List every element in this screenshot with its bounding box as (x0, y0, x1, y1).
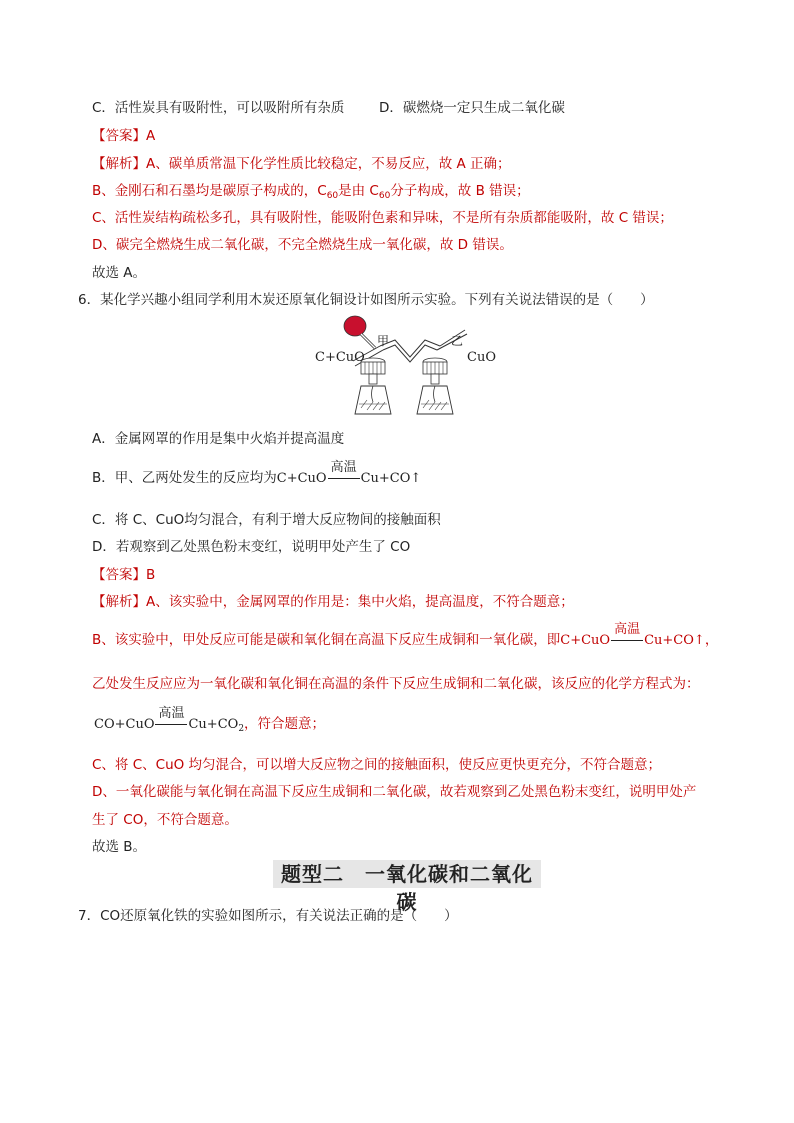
q6-analysis-a: 【解析】A、该实验中，金属网罩的作用是：集中火焰，提高温度，不符合题意； (92, 594, 574, 610)
q6-analysis-d1: D、一氧化碳能与氧化铜在高温下反应生成铜和二氧化碳，故若观察到乙处黑色粉末变红，说明甲处产 (92, 784, 697, 800)
q5-option-d: D．碳燃烧一定只生成二氧化碳 (379, 100, 565, 116)
q6-answer (92, 563, 155, 583)
q6-option-a: A．金属网罩的作用是集中火焰并提高温度 (92, 431, 345, 447)
q5-analysis-a: 【解析】A、碳单质常温下化学性质比较稳定，不易反应，故 A 正确； (92, 156, 511, 172)
q5-conclusion: 故选 A。 (92, 265, 147, 281)
q5-analysis-c: C、活性炭结构疏松多孔，具有吸附性，能吸附色素和异味，不是所有杂质都能吸附，故 C 错误； (92, 210, 673, 226)
left-burner-icon (355, 358, 391, 414)
balloon-icon (344, 316, 366, 336)
q6-analysis-c: C、将 C、CuO 均匀混合，可以增大反应物之间的接触面积，使反应更快更充分，不符合题意； (92, 757, 662, 773)
option-b-equation: C+CuO 高温 Cu+CO↑ (276, 460, 422, 486)
answer-value: B (146, 567, 156, 583)
q6-apparatus-figure (315, 312, 505, 417)
q5-analysis-d: D、碳完全燃烧生成二氧化碳，不完全燃烧生成一氧化碳，故 D 错误。 (92, 237, 513, 253)
q6-conclusion: 故选 B。 (92, 839, 147, 855)
q6-analysis-b3: CO+CuO 高温 $Cu+CO_2$，符合题意； (94, 706, 326, 734)
right-burner-icon (417, 358, 453, 414)
q6-analysis-b2: 乙处发生反应应为一氧化碳和氧化铜在高温的条件下反应生成铜和二氧化碳，该反应的化学方程式为： (92, 676, 700, 692)
figure-right-label: CuO (467, 350, 496, 365)
analysis-b3-equation: CO+CuO 高温 $Cu+CO_2$ (94, 706, 245, 734)
q6-option-b: B．甲、乙两处发生的反应均为C+CuO 高温 Cu+CO↑ (92, 460, 422, 486)
q5-answer (92, 124, 155, 144)
q6-option-d: D．若观察到乙处黑色粉末变红，说明甲处产生了 CO (92, 539, 411, 555)
figure-jia-label: 甲 (377, 334, 390, 348)
analysis-tag: 【解析】 (92, 156, 146, 172)
q6-option-c: C．将 C、CuO均匀混合，有利于增大反应物间的接触面积 (92, 512, 441, 528)
figure-yi-label: 乙 (451, 334, 464, 348)
q5-option-c: C．活性炭具有吸附性，可以吸附所有杂质 (92, 100, 345, 116)
answer-value: A (146, 128, 156, 144)
analysis-tag: 【解析】 (92, 594, 146, 610)
section-title: 题型二 一氧化碳和二氧化碳 (273, 860, 541, 888)
q5-option-c-d (92, 96, 565, 116)
answer-tag: 【答案】 (92, 128, 146, 144)
analysis-b1-equation: C+CuO 高温 Cu+CO↑ (560, 622, 705, 648)
figure-left-label: C+CuO (315, 350, 365, 365)
q6-stem: 6．某化学兴趣小组同学利用木炭还原氧化铜设计如图所示实验。下列有关说法错误的是（ ） (78, 292, 654, 308)
answer-tag: 【答案】 (92, 567, 146, 583)
q5-analysis-b: B、金刚石和石墨均是碳原子构成的，$C_{60}$是由 $C_{60}$分子构成，故 B 错误； (92, 183, 530, 201)
q6-analysis-b1: B、该实验中，甲处反应可能是碳和氧化铜在高温下反应生成铜和一氧化碳，即C+CuO 高温 Cu+CO↑， (92, 622, 719, 648)
q6-analysis-d2: 生了 CO，不符合题意。 (92, 812, 238, 828)
q7-stem: 7．CO还原氧化铁的实验如图所示，有关说法正确的是（ ） (78, 908, 458, 924)
